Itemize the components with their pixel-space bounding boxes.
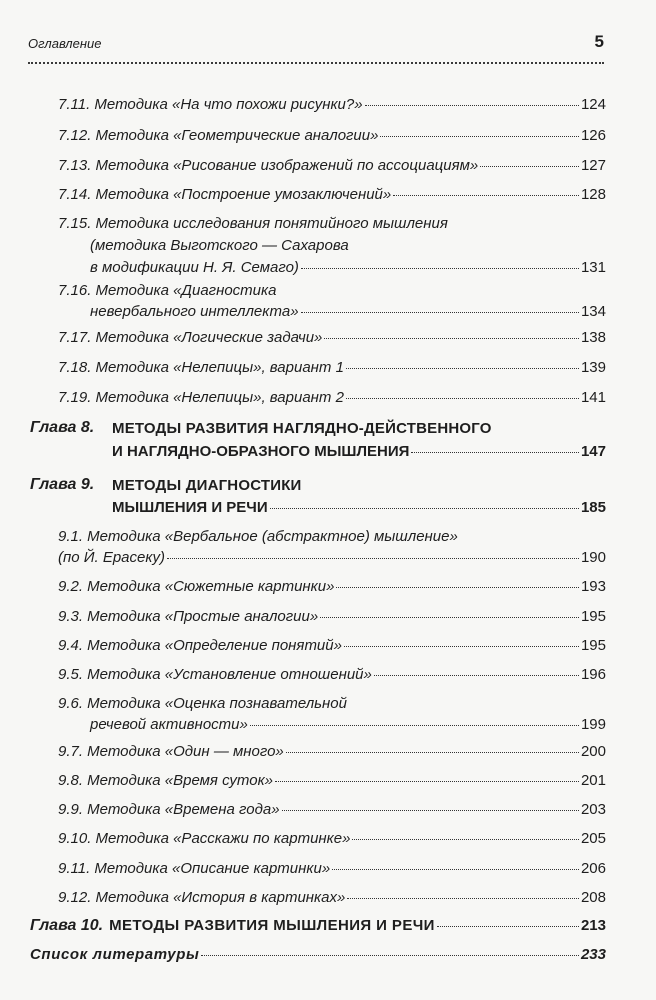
toc-entry[interactable] [58, 637, 606, 654]
toc-chapter-entry[interactable] [30, 917, 606, 935]
toc-chapter-entry[interactable] [112, 499, 606, 516]
chapter-title-line: И НАГЛЯДНО-ОБРАЗНОГО МЫШЛЕНИЯ [112, 443, 410, 460]
chapter-label[interactable]: Глава 8. [30, 419, 95, 436]
running-title: Оглавление [28, 36, 102, 51]
bibliography-title: Список литературы [30, 946, 200, 963]
toc-entry-page: 126 [580, 127, 606, 144]
toc-entry-title-line: (методика Выготского — Сахарова [90, 237, 349, 254]
toc-entry-title: 9.10. Методика «Расскажи по картинке» [58, 830, 351, 847]
toc-entry[interactable] [58, 96, 606, 113]
toc-entry[interactable] [58, 578, 606, 595]
toc-entry-title: 7.13. Методика «Рисование изображений по ассоциациям» [58, 157, 479, 174]
dot-leader [346, 398, 579, 399]
toc-entry-page: 138 [580, 329, 606, 346]
toc-entry-page: 205 [580, 830, 606, 847]
toc-entry-title: 7.12. Методика «Геометрические аналогии» [58, 127, 379, 144]
toc-entry-page: 200 [580, 743, 606, 760]
dot-leader [167, 558, 579, 559]
toc-entry[interactable] [58, 359, 606, 376]
toc-entry-page: 124 [580, 96, 606, 113]
toc-entry-title: 9.11. Методика «Описание картинки» [58, 860, 331, 877]
dot-leader [320, 617, 579, 618]
toc-entry-title: 9.3. Методика «Простые аналогии» [58, 608, 319, 625]
toc-entry-page: 190 [580, 549, 606, 566]
toc-entry-page: 193 [580, 578, 606, 595]
toc-entry-title: 7.11. Методика «На что похожи рисунки?» [58, 96, 363, 113]
dot-leader [365, 105, 579, 106]
toc-entry-title: 9.4. Методика «Определение понятий» [58, 637, 342, 654]
toc-entry-page: 134 [580, 303, 606, 320]
toc-entry-page: 208 [580, 889, 606, 906]
toc-entry-title: 9.8. Методика «Время суток» [58, 772, 274, 789]
chapter-title-line: МЫШЛЕНИЯ И РЕЧИ [112, 499, 268, 516]
toc-entry-title-line[interactable]: 7.15. Методика исследования понятийного мышления [58, 215, 448, 232]
dot-leader [347, 898, 579, 899]
chapter-title-line: МЕТОДЫ РАЗВИТИЯ НАГЛЯДНО-ДЕЙСТВЕННОГО [112, 420, 492, 437]
dot-leader [286, 752, 579, 753]
chapter-label: Глава 10. [30, 917, 104, 934]
toc-entry-page: 128 [580, 186, 606, 203]
toc-entry[interactable] [58, 549, 606, 566]
page-number: 5 [594, 32, 604, 51]
toc-entry-title: 9.12. Методика «История в картинках» [58, 889, 346, 906]
dot-leader [437, 926, 579, 927]
dot-leader [346, 368, 579, 369]
dot-leader [344, 646, 579, 647]
toc-entry-page: 139 [580, 359, 606, 376]
toc-entry-page: 131 [580, 259, 606, 276]
toc-entry-page: 127 [580, 157, 606, 174]
dot-leader [275, 781, 579, 782]
toc-entry[interactable] [58, 772, 606, 789]
dot-leader [201, 955, 579, 956]
toc-entry-title: 9.2. Методика «Сюжетные картинки» [58, 578, 335, 595]
toc-entry-page: 201 [580, 772, 606, 789]
dot-leader [336, 587, 579, 588]
toc-entry[interactable] [58, 157, 606, 174]
dot-leader [480, 166, 579, 167]
dot-leader [332, 869, 579, 870]
toc-entry[interactable] [58, 743, 606, 760]
toc-entry[interactable] [90, 259, 606, 276]
toc-entry-page: 141 [580, 389, 606, 406]
toc-entry-title: 7.14. Методика «Построение умозаключений» [58, 186, 392, 203]
dot-leader [301, 268, 579, 269]
chapter-title-line: МЕТОДЫ РАЗВИТИЯ МЫШЛЕНИЯ И РЕЧИ [109, 917, 435, 934]
toc-entry[interactable] [58, 389, 606, 406]
toc-entry-title: 7.18. Методика «Нелепицы», вариант 1 [58, 359, 344, 376]
toc-entry[interactable] [58, 127, 606, 144]
toc-entry-page: 195 [580, 637, 606, 654]
chapter-title-line: МЕТОДЫ ДИАГНОСТИКИ [112, 477, 302, 494]
dot-leader [374, 675, 579, 676]
toc-entry[interactable] [58, 889, 606, 906]
toc-entry-title-line[interactable]: 7.16. Методика «Диагностика [58, 282, 277, 299]
toc-entry-page: 196 [580, 666, 606, 683]
chapter-label[interactable]: Глава 9. [30, 476, 95, 493]
dot-leader [393, 195, 579, 196]
toc-entry-page: 147 [580, 443, 606, 460]
toc-entry-title-line[interactable]: 9.6. Методика «Оценка познавательной [58, 695, 347, 712]
toc-entry-page: 203 [580, 801, 606, 818]
dot-leader [282, 810, 579, 811]
toc-entry[interactable] [90, 716, 606, 733]
dot-leader [380, 136, 579, 137]
toc-entry-title: 9.9. Методика «Времена года» [58, 801, 280, 818]
dot-leader [411, 452, 579, 453]
toc-entry[interactable] [58, 801, 606, 818]
dot-leader [324, 338, 579, 339]
dot-leader [250, 725, 579, 726]
toc-entry-page: 185 [580, 499, 606, 516]
toc-entry-page: 206 [580, 860, 606, 877]
toc-entry-page: 199 [580, 716, 606, 733]
toc-bibliography-entry[interactable] [30, 946, 606, 963]
toc-entry[interactable] [58, 329, 606, 346]
toc-entry-title: 9.5. Методика «Установление отношений» [58, 666, 372, 683]
toc-entry[interactable] [58, 186, 606, 203]
dot-leader [270, 508, 579, 509]
toc-entry[interactable] [58, 830, 606, 847]
toc-entry[interactable] [58, 608, 606, 625]
toc-entry-title-line[interactable]: 9.1. Методика «Вербальное (абстрактное) мышление» [58, 528, 458, 545]
toc-entry-title: невербального интеллекта» [90, 303, 299, 320]
dot-leader [301, 312, 579, 313]
toc-entry[interactable] [90, 303, 606, 320]
toc-entry-page: 213 [580, 917, 606, 934]
toc-entry-page: 195 [580, 608, 606, 625]
toc-entry-title: в модификации Н. Я. Семаго) [90, 259, 299, 276]
toc-entry[interactable] [58, 666, 606, 683]
toc-entry-title: 9.7. Методика «Один — много» [58, 743, 284, 760]
toc-entry-title: 7.17. Методика «Логические задачи» [58, 329, 323, 346]
toc-entry-title: 7.19. Методика «Нелепицы», вариант 2 [58, 389, 344, 406]
toc-entry[interactable] [58, 860, 606, 877]
toc-entry-title: речевой активности» [90, 716, 248, 733]
toc-entry-page: 233 [580, 946, 606, 963]
toc-entry-title: (по Й. Ерасеку) [58, 549, 165, 566]
dot-leader [352, 839, 579, 840]
toc-chapter-entry[interactable] [112, 443, 606, 460]
